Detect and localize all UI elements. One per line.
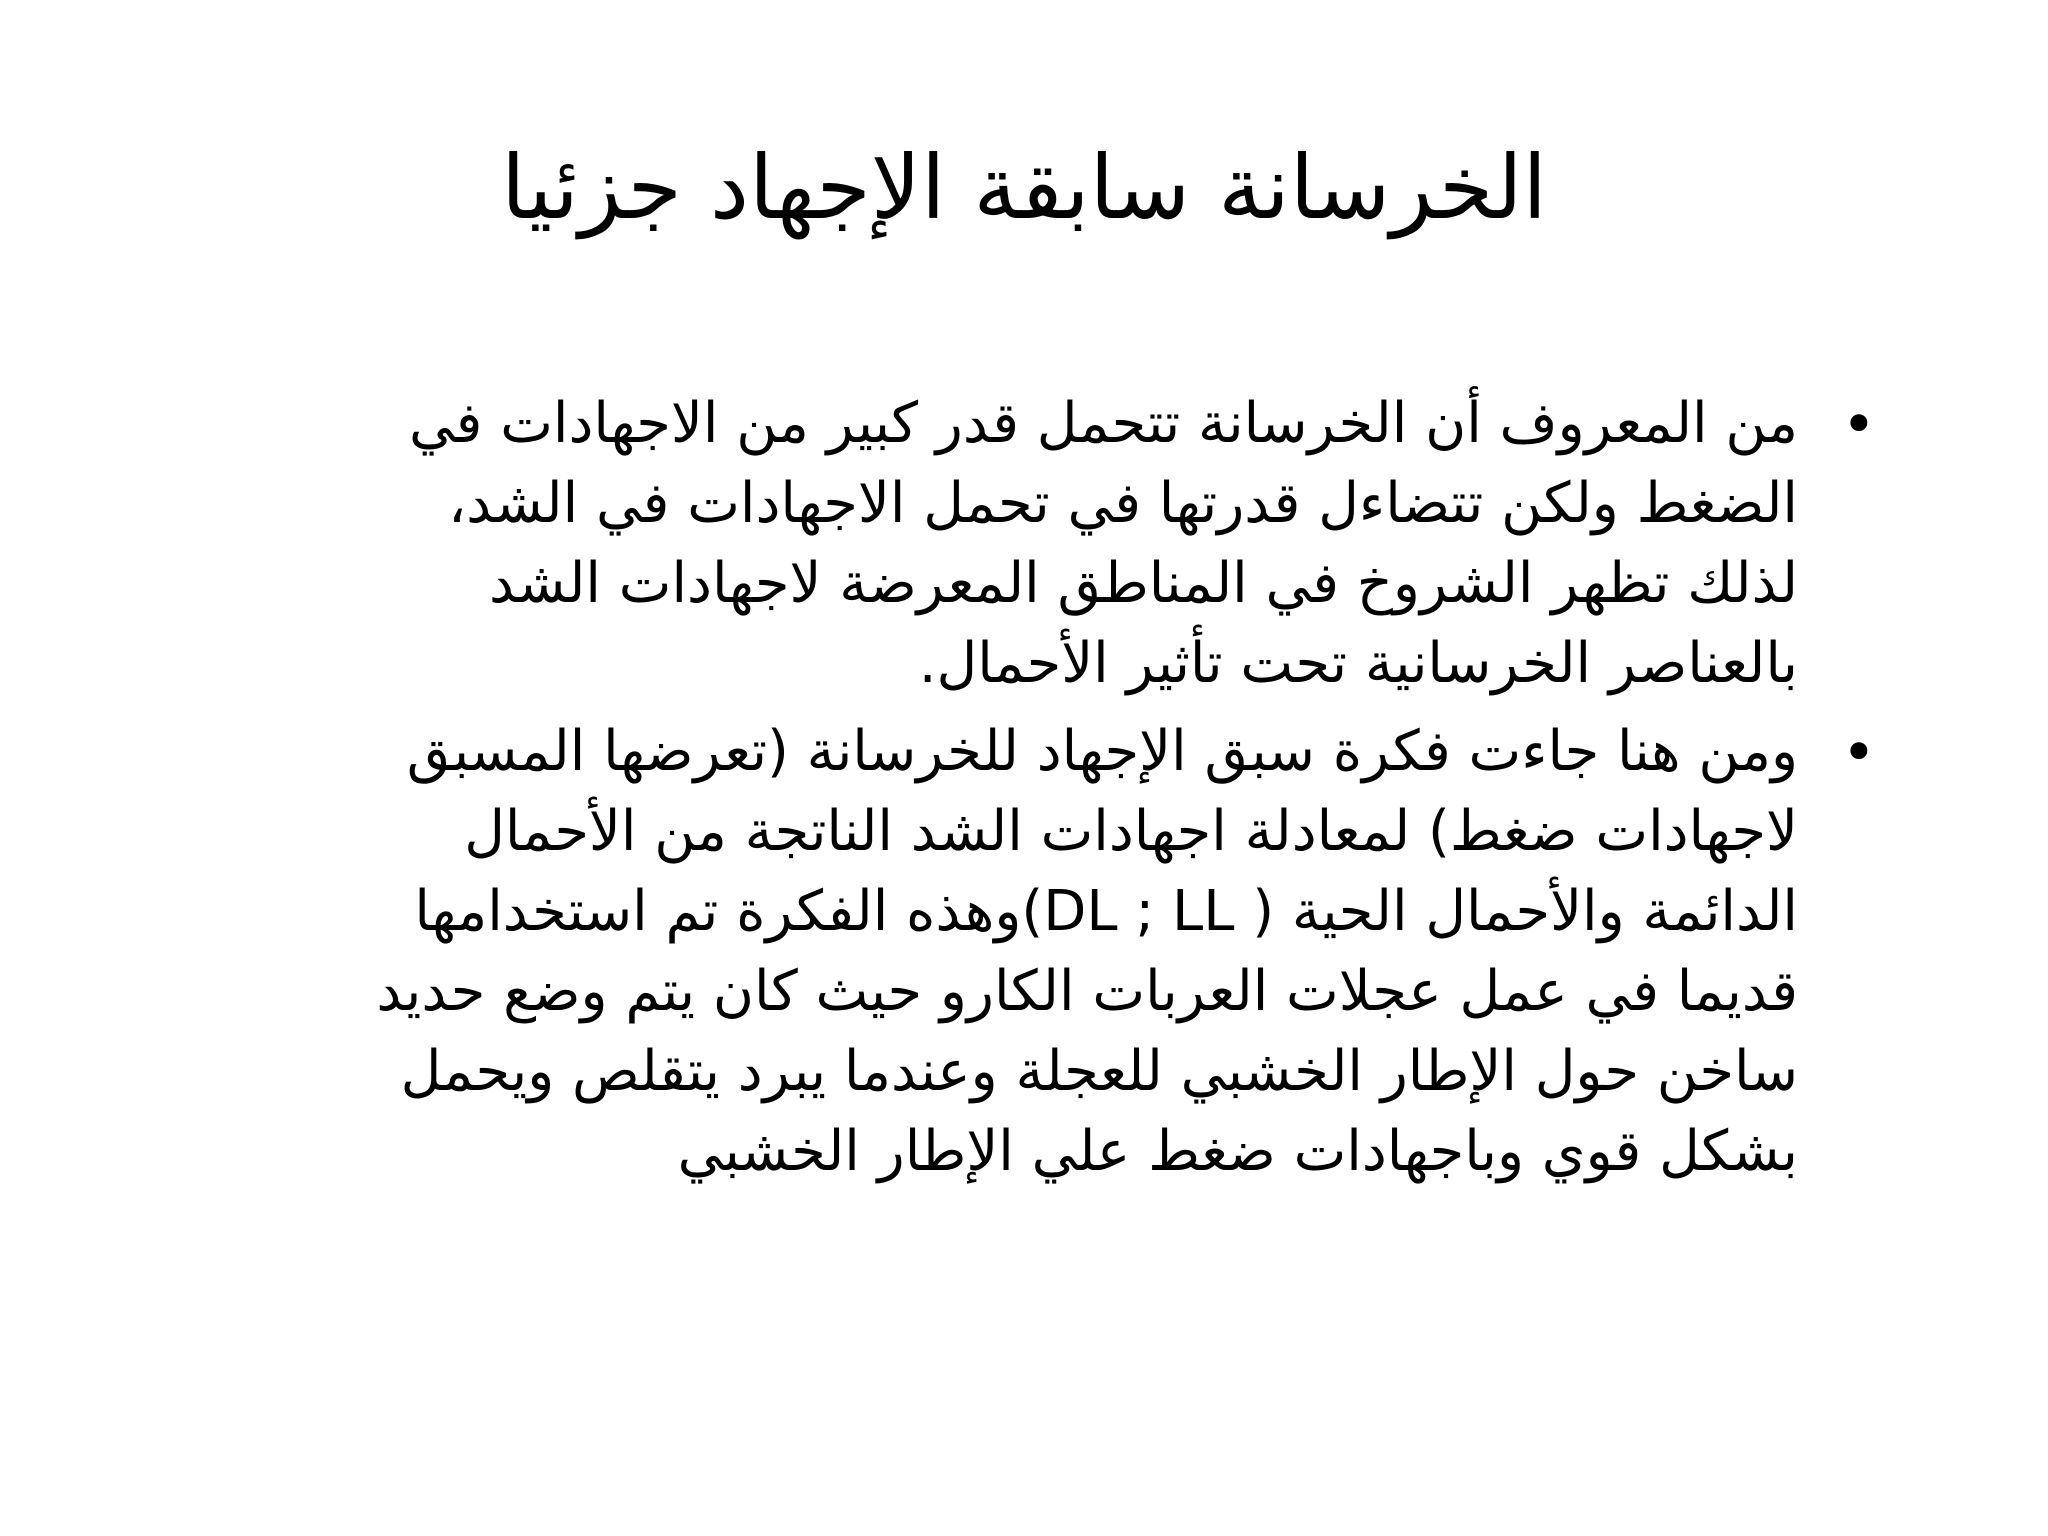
text-line: من المعروف أن الخرسانة تتحمل قدر كبير من الاجهادات في — [408, 391, 1798, 456]
bullet-dot-icon: • — [1841, 390, 1876, 458]
bullet-list — [148, 384, 1898, 1200]
text-line: الدائمة والأحمال الحية ( DL ; LL)وهذه الفكرة تم استخدامها — [414, 879, 1798, 944]
text-line: بالعناصر الخرسانية تحت تأثير الأحمال. — [918, 631, 1798, 696]
slide-title: الخرسانة سابقة الإجهاد جزئيا — [501, 136, 1547, 239]
text-line: الضغط ولكن تتضاءل قدرتها في تحمل الاجهادات في الشد، — [448, 471, 1798, 536]
bullet-item-1 — [148, 384, 1898, 704]
text-line: بشكل قوي وباجهادات ضغط علي الإطار الخشبي — [677, 1119, 1798, 1184]
text-line: ساخن حول الإطار الخشبي للعجلة وعندما يبرد يتقلص ويحمل — [400, 1039, 1798, 1104]
text-line: ومن هنا جاءت فكرة سبق الإجهاد للخرسانة (تعرضها المسبق — [406, 719, 1798, 784]
text-line: لاجهادات ضغط) لمعادلة اجهادات الشد الناتجة من الأحمال — [464, 799, 1798, 864]
bullet-dot-icon: • — [1841, 718, 1876, 786]
text-line: لذلك تظهر الشروخ في المناطق المعرضة لاجهادات الشد — [489, 551, 1798, 616]
bullet-text-1 — [148, 384, 1798, 704]
bullet-text-2 — [148, 712, 1798, 1192]
text-line: قديما في عمل عجلات العربات الكارو حيث كان يتم وضع حديد — [376, 959, 1798, 1024]
bullet-item-2 — [148, 712, 1898, 1192]
